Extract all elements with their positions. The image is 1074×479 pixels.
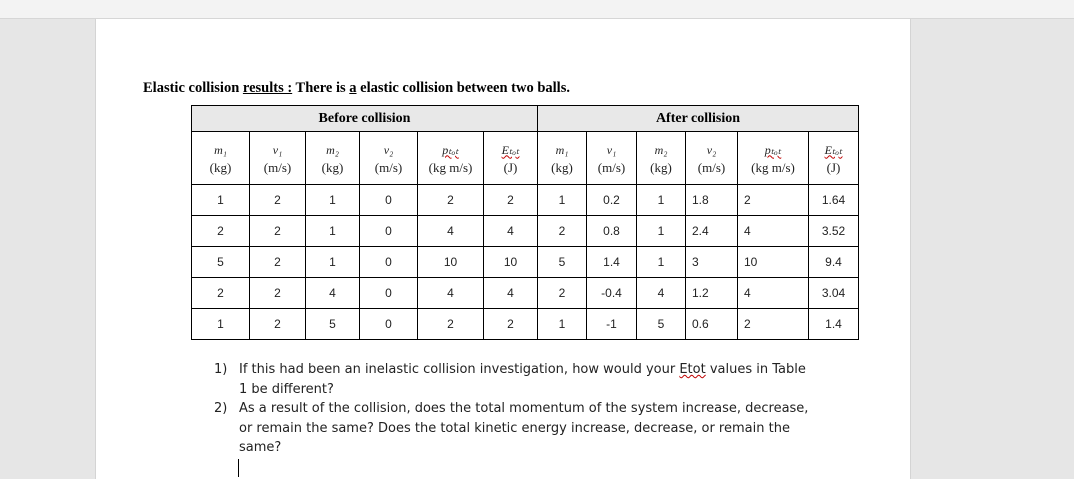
table-cell: 4 [306,278,360,309]
table-cell: 2 [484,309,538,340]
table-cell: 2 [250,247,306,278]
table-cell: 1 [637,185,686,216]
table-cell: 4 [418,278,484,309]
table-cell: 4 [738,216,809,247]
table-cell: 4 [484,278,538,309]
table-cell: 2 [250,309,306,340]
table-cell: 5 [306,309,360,340]
table-cell: 2 [250,278,306,309]
table-cell: -0.4 [587,278,637,309]
collision-results-table [191,105,859,340]
column-header: pₜₒₜ (kg m/s) [738,132,809,185]
table-cell: 3 [686,247,738,278]
column-header: v₂ (m/s) [360,132,418,185]
spellcheck-flagged-word: Etot [679,362,706,377]
column-header: pₜₒₜ (kg m/s) [418,132,484,185]
table-cell: 0 [360,185,418,216]
table-cell: 1.2 [686,278,738,309]
before-collision-header: Before collision [192,106,538,132]
column-header: m₂ (kg) [306,132,360,185]
table-cell: 0 [360,216,418,247]
table-cell: 1 [538,309,587,340]
question-1: 1) If this had been an inelastic collision investigation, how would your Etot values in Table 1 be different? [214,362,806,397]
table-cell: 5 [192,247,250,278]
table-cell: 2 [192,278,250,309]
table-cell: 1 [192,309,250,340]
table-cell: 1 [306,247,360,278]
table-cell: 1.8 [686,185,738,216]
table-cell: 1.64 [809,185,859,216]
table-row [192,185,859,216]
column-header: Eₜₒₜ (J) [484,132,538,185]
table-cell: 4 [738,278,809,309]
table-cell: 1 [306,216,360,247]
table-cell: 4 [484,216,538,247]
table-cell: 2 [418,185,484,216]
table-cell: 3.04 [809,278,859,309]
table-cell: 10 [484,247,538,278]
table-cell: 2 [250,185,306,216]
question-2: 2) As a result of the collision, does the total momentum of the system increase, decrease, or remain the same? Does the total kinetic energy increase, decrease, or remain the same? [214,401,809,455]
table-cell: 0 [360,278,418,309]
table-cell: 1 [306,185,360,216]
document-page[interactable] [95,19,911,479]
table-cell: 2 [250,216,306,247]
table-cell: 10 [418,247,484,278]
column-header: v₁ (m/s) [587,132,637,185]
table-cell: 1.4 [587,247,637,278]
column-header: m₁ (kg) [538,132,587,185]
results-heading: Elastic collision results : There is a elastic collision between two balls. [143,80,570,96]
table-row [192,247,859,278]
table-cell: 2 [738,309,809,340]
column-header: v₁ (m/s) [250,132,306,185]
table-cell: 2 [538,216,587,247]
table-cell: 0.8 [587,216,637,247]
table-cell: 5 [637,309,686,340]
column-header-row [192,132,859,185]
table-cell: 2 [418,309,484,340]
table-cell: 1 [538,185,587,216]
document-toolbar-edge [0,0,1074,19]
questions-list [214,360,814,458]
table-cell: 0.2 [587,185,637,216]
column-header: v₂ (m/s) [686,132,738,185]
table-cell: 0.6 [686,309,738,340]
table-cell: 1 [192,185,250,216]
table-cell: 1.4 [809,309,859,340]
table-cell: 1 [637,247,686,278]
after-collision-header: After collision [538,106,859,132]
table-cell: 0 [360,247,418,278]
table-row [192,309,859,340]
table-cell: 2.4 [686,216,738,247]
table-cell: 2 [484,185,538,216]
table-cell: 5 [538,247,587,278]
column-header: Eₜₒₜ (J) [809,132,859,185]
column-header: m₁ (kg) [192,132,250,185]
column-header: m₂ (kg) [637,132,686,185]
table-cell: 2 [192,216,250,247]
table-cell: 4 [637,278,686,309]
table-cell: -1 [587,309,637,340]
table-cell: 0 [360,309,418,340]
table-cell: 3.52 [809,216,859,247]
table-cell: 10 [738,247,809,278]
text-cursor [238,459,239,477]
table-row [192,216,859,247]
table-row [192,278,859,309]
table-cell: 4 [418,216,484,247]
table-cell: 2 [738,185,809,216]
table-cell: 9.4 [809,247,859,278]
table-cell: 1 [637,216,686,247]
table-cell: 2 [538,278,587,309]
